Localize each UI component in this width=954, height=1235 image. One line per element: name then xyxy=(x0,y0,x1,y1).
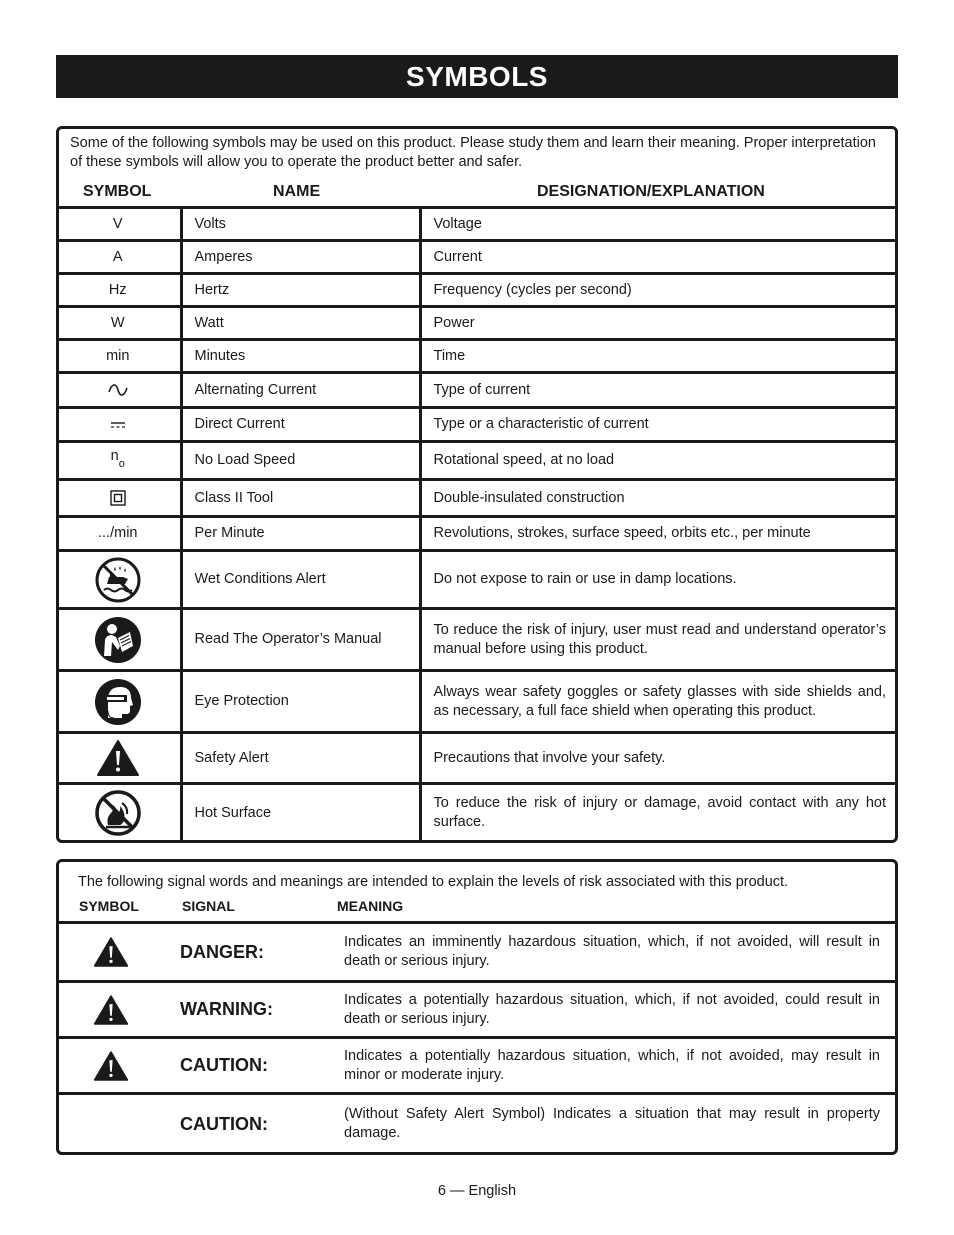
meaning-cell: (Without Safety Alert Symbol) Indicates a situation that may result in property damage. xyxy=(334,1094,898,1154)
read-manual-icon xyxy=(94,616,142,664)
page-footer: 6 — English xyxy=(437,1183,517,1199)
header-symbol: SYMBOL xyxy=(79,898,139,914)
signal-intro: The following signal words and meanings are intended to explain the levels of risk associated with this product. xyxy=(78,874,789,890)
table-row xyxy=(56,442,898,480)
name-cell: Wet Conditions Alert xyxy=(181,551,420,609)
meaning-cell: Indicates a potentially hazardous situation, which, if not avoided, could result in death or serious injury. xyxy=(334,982,898,1038)
table-row xyxy=(56,307,898,340)
symbol-cell: A xyxy=(56,241,181,274)
symbol-cell: min xyxy=(56,340,181,373)
table-row xyxy=(56,784,898,842)
explanation-cell: Do not expose to rain or use in damp locations. xyxy=(420,551,898,609)
symbol-cell xyxy=(56,923,166,982)
symbol-cell xyxy=(56,373,181,408)
table-row xyxy=(56,274,898,307)
safety-alert-icon xyxy=(93,936,129,968)
table-row xyxy=(56,340,898,373)
no-load-speed-symbol: $n_o$ xyxy=(110,448,125,470)
explanation-cell: Frequency (cycles per second) xyxy=(420,274,898,307)
page-title: SYMBOLS xyxy=(56,55,898,98)
name-cell: Hertz xyxy=(181,274,420,307)
symbol-cell xyxy=(56,1038,166,1094)
explanation-cell: To reduce the risk of injury or damage, avoid contact with any hot surface. xyxy=(420,784,898,842)
explanation-cell: Precautions that involve your safety. xyxy=(420,733,898,784)
safety-alert-icon xyxy=(96,739,140,777)
name-cell: Class II Tool xyxy=(181,480,420,517)
symbol-cell xyxy=(56,609,181,671)
table-row xyxy=(56,408,898,442)
name-cell: Direct Current xyxy=(181,408,420,442)
table-row xyxy=(56,517,898,551)
header-meaning: MEANING xyxy=(337,898,404,914)
table-row xyxy=(56,480,898,517)
symbol-cell: W xyxy=(56,307,181,340)
name-cell: Minutes xyxy=(181,340,420,373)
explanation-cell: Revolutions, strokes, surface speed, orbits etc., per minute xyxy=(420,517,898,551)
name-cell: Per Minute xyxy=(181,517,420,551)
meaning-cell: Indicates an imminently hazardous situation, which, if not avoided, will result in death or serious injury. xyxy=(334,923,898,982)
header-symbol: SYMBOL xyxy=(83,183,152,200)
explanation-cell: Rotational speed, at no load xyxy=(420,442,898,480)
explanation-cell: Power xyxy=(420,307,898,340)
explanation-cell: Time xyxy=(420,340,898,373)
meaning-cell: Indicates a potentially hazardous situation, which, if not avoided, may result in minor or moderate injury. xyxy=(334,1038,898,1094)
symbol-cell xyxy=(56,671,181,733)
table-row xyxy=(56,551,898,609)
name-cell: Amperes xyxy=(181,241,420,274)
explanation-cell: Voltage xyxy=(420,208,898,241)
symbols-table-box xyxy=(56,126,898,843)
symbol-cell xyxy=(56,733,181,784)
class-ii-tool-icon xyxy=(110,490,126,506)
signal-table xyxy=(56,921,898,1154)
name-cell: Hot Surface xyxy=(181,784,420,842)
symbols-table xyxy=(56,206,898,842)
signal-word: DANGER: xyxy=(166,923,334,982)
table-row xyxy=(56,671,898,733)
table-row xyxy=(56,1094,898,1154)
header-name: NAME xyxy=(273,183,321,200)
name-cell: Read The Operator’s Manual xyxy=(181,609,420,671)
signal-word: WARNING: xyxy=(166,982,334,1038)
symbol-cell xyxy=(56,551,181,609)
signal-word: CAUTION: xyxy=(166,1038,334,1094)
explanation-cell: Double-insulated construction xyxy=(420,480,898,517)
symbol-cell xyxy=(56,480,181,517)
direct-current-icon xyxy=(110,420,126,430)
explanation-cell: Type of current xyxy=(420,373,898,408)
signal-word: CAUTION: xyxy=(166,1094,334,1154)
explanation-cell: Type or a characteristic of current xyxy=(420,408,898,442)
safety-alert-icon xyxy=(93,994,129,1026)
table-row xyxy=(56,1038,898,1094)
name-cell: Safety Alert xyxy=(181,733,420,784)
alternating-current-icon xyxy=(107,383,129,397)
explanation-cell: Current xyxy=(420,241,898,274)
table-row xyxy=(56,923,898,982)
symbol-cell xyxy=(56,982,166,1038)
name-cell: Watt xyxy=(181,307,420,340)
symbol-cell: Hz xyxy=(56,274,181,307)
explanation-cell: To reduce the risk of injury, user must read and understand operator’s manual before using this product. xyxy=(420,609,898,671)
hot-surface-icon xyxy=(94,789,142,837)
safety-alert-icon xyxy=(93,1050,129,1082)
symbol-cell xyxy=(56,1094,166,1154)
explanation-cell: Always wear safety goggles or safety glasses with side shields and, as necessary, a full face shield when operating this product. xyxy=(420,671,898,733)
table-row xyxy=(56,373,898,408)
table-row xyxy=(56,733,898,784)
eye-protection-icon xyxy=(94,678,142,726)
symbol-cell: V xyxy=(56,208,181,241)
name-cell: Volts xyxy=(181,208,420,241)
table-row xyxy=(56,241,898,274)
table-row xyxy=(56,982,898,1038)
symbol-cell xyxy=(56,784,181,842)
header-designation: DESIGNATION/EXPLANATION xyxy=(537,183,765,200)
symbols-intro: Some of the following symbols may be used on this product. Please study them and learn their meaning. Proper interpretation of these symbols will allow you to operate the product better and safer. xyxy=(70,135,876,170)
name-cell: Alternating Current xyxy=(181,373,420,408)
signal-words-box xyxy=(56,859,898,1155)
wet-conditions-icon xyxy=(95,557,141,603)
symbol-cell: .../min xyxy=(56,517,181,551)
name-cell: No Load Speed xyxy=(181,442,420,480)
symbol-cell xyxy=(56,442,181,480)
table-row xyxy=(56,208,898,241)
name-cell: Eye Protection xyxy=(181,671,420,733)
header-signal: SIGNAL xyxy=(182,898,235,914)
table-row xyxy=(56,609,898,671)
symbol-cell xyxy=(56,408,181,442)
